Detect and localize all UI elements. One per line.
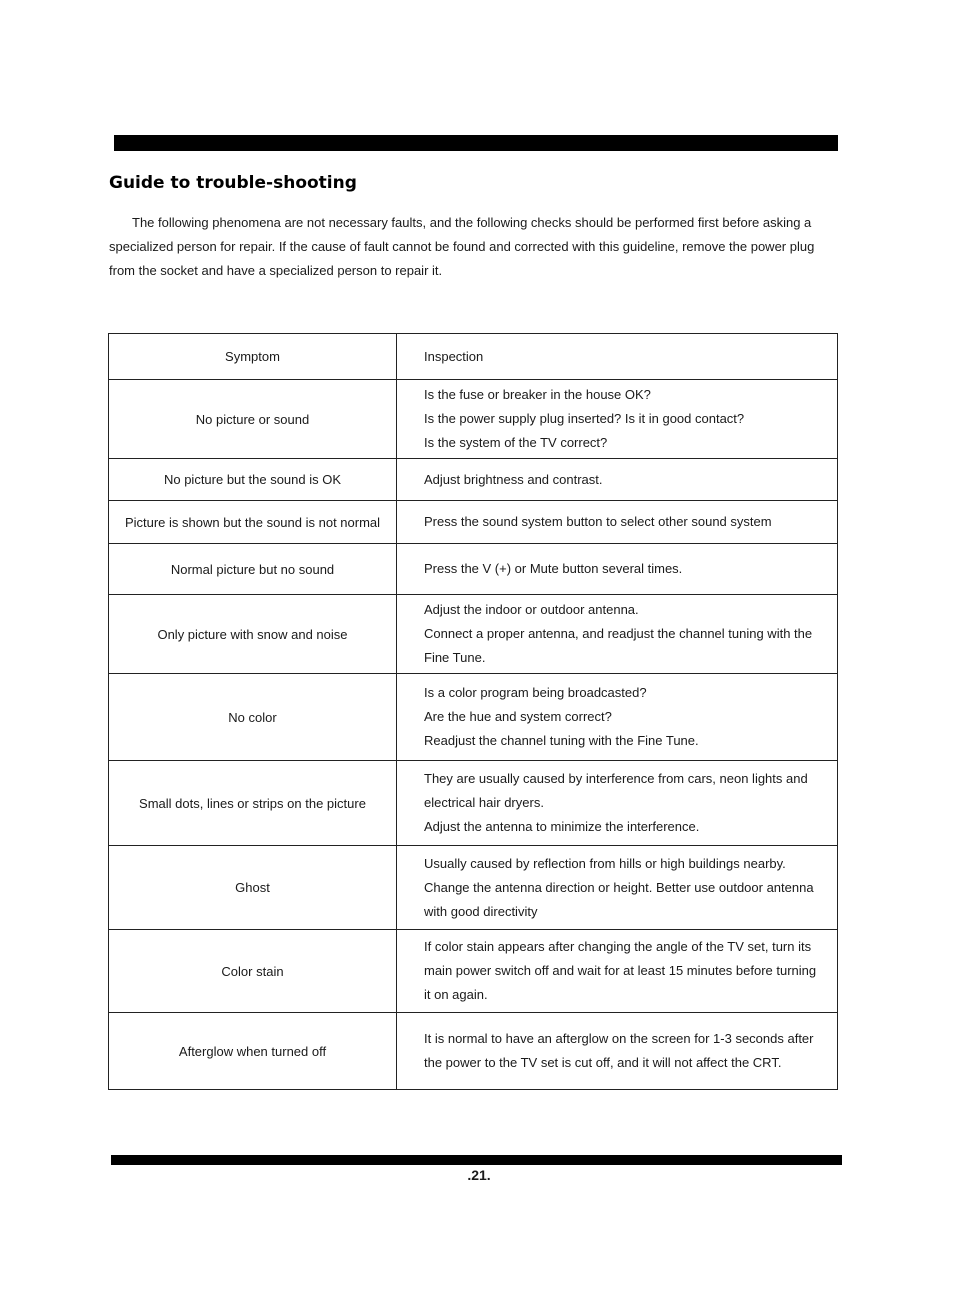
symptom-cell: No color: [109, 674, 397, 761]
inspection-line: Fine Tune.: [424, 650, 486, 665]
inspection-cell: [397, 1013, 838, 1090]
symptom-cell: Normal picture but no sound: [109, 544, 397, 595]
page-title: Guide to trouble-shooting: [109, 173, 357, 193]
inspection-line: Connect a proper antenna, and readjust the channel tuning with the: [424, 626, 813, 641]
table-row: [109, 544, 838, 595]
table-row: [109, 595, 838, 674]
inspection-line: Readjust the channel tuning with the Fine Tune.: [424, 733, 699, 748]
inspection-line: Is the system of the TV correct?: [424, 435, 608, 450]
inspection-line: Is the power supply plug inserted? Is it in good contact?: [424, 411, 745, 426]
table-row: [109, 930, 838, 1013]
table-row: [109, 1013, 838, 1090]
symptom-cell: Only picture with snow and noise: [109, 595, 397, 674]
inspection-line: Is the fuse or breaker in the house OK?: [424, 387, 651, 402]
table-row: [109, 674, 838, 761]
inspection-line: Are the hue and system correct?: [424, 709, 612, 724]
footer-rule: [111, 1155, 842, 1165]
inspection-line: They are usually caused by interference from cars, neon lights and: [424, 771, 808, 786]
symptom-cell: No picture but the sound is OK: [109, 459, 397, 501]
symptom-cell: Ghost: [109, 846, 397, 930]
inspection-line: main power switch off and wait for at least 15 minutes before turning: [424, 963, 817, 978]
symptom-cell: Small dots, lines or strips on the picture: [109, 761, 397, 846]
symptom-cell: No picture or sound: [109, 380, 397, 459]
symptom-cell: Color stain: [109, 930, 397, 1013]
inspection-line: Is a color program being broadcasted?: [424, 685, 647, 700]
table-row: [109, 846, 838, 930]
inspection-line: Change the antenna direction or height. Better use outdoor antenna: [424, 879, 814, 895]
inspection-line: Adjust the indoor or outdoor antenna.: [424, 602, 639, 617]
inspection-line: it on again.: [424, 987, 488, 1002]
header-rule: [114, 135, 838, 151]
inspection-cell: [397, 459, 838, 501]
symptom-cell: Afterglow when turned off: [109, 1013, 397, 1090]
table-header-row: [109, 334, 838, 380]
inspection-cell: [397, 501, 838, 544]
inspection-line: It is normal to have an afterglow on the screen for 1-3 seconds after: [424, 1031, 814, 1046]
inspection-line: Adjust brightness and contrast.: [424, 471, 603, 487]
page-number: .21.: [467, 1167, 491, 1183]
inspection-cell: [397, 846, 838, 930]
inspection-line: the power to the TV set is cut off, and it will not affect the CRT.: [424, 1055, 782, 1070]
inspection-line: If color stain appears after changing the angle of the TV set, turn its: [424, 939, 812, 954]
symptom-cell: Picture is shown but the sound is not normal: [109, 501, 397, 544]
inspection-line: Press the V (+) or Mute button several times.: [424, 561, 683, 576]
inspection-line: with good directivity: [424, 903, 538, 919]
table-row: [109, 459, 838, 501]
symptom-header: Symptom: [109, 334, 397, 380]
inspection-cell: [397, 761, 838, 846]
inspection-line: electrical hair dryers.: [424, 795, 544, 810]
inspection-line: Press the sound system button to select other sound system: [424, 514, 772, 529]
intro-paragraph: The following phenomena are not necessary faults, and the following checks should be performed first before asking a specialized person for repair. If the cause of fault cannot be found and corrected with this guideline, remove the power plug from the socket and have a specialized person to repair it.: [109, 215, 815, 278]
inspection-cell: [397, 930, 838, 1013]
inspection-header: Inspection: [397, 334, 838, 380]
table-row: [109, 380, 838, 459]
inspection-cell: [397, 544, 838, 595]
table-row: [109, 501, 838, 544]
inspection-line: Adjust the antenna to minimize the interference.: [424, 819, 700, 834]
inspection-cell: [397, 380, 838, 459]
troubleshooting-table: [108, 333, 838, 1090]
inspection-line: Usually caused by reflection from hills or high buildings nearby.: [424, 855, 786, 871]
inspection-cell: [397, 595, 838, 674]
table-row: [109, 761, 838, 846]
inspection-cell: [397, 674, 838, 761]
